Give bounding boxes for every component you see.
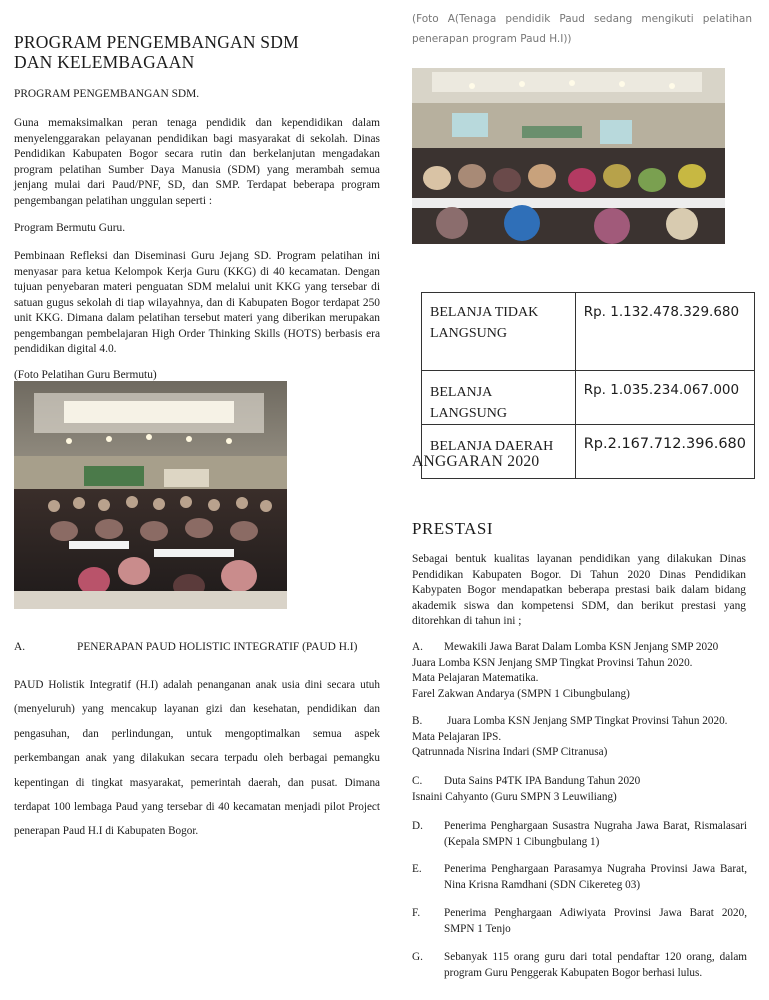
achievement-letter: A.: [412, 641, 423, 653]
achievement-line: Isnaini Cahyanto (Guru SMPN 3 Leuwiliang): [412, 790, 617, 803]
prestasi-heading: PRESTASI: [412, 519, 494, 538]
section-a-letter: A.: [14, 641, 26, 653]
achievement-line: Juara Lomba KSN Jenjang SMP Tingkat Provinsi Tahun 2020.: [447, 715, 728, 727]
achievement-item: [412, 950, 747, 982]
achievement-line: Mata Pelajaran IPS.: [412, 730, 502, 743]
section-a-body: PAUD Holistik Integratif (H.I) adalah penanganan anak usia dini secara utuh (menyeluruh) yang mencakup layanan gizi dan kesehatan, pendidikan dan pengasuhan, dan perlindungan, untuk mengoptimalkan semua aspek perkembangan anak yang dilakukan secara terpadu oleh berbagai pemangku kepentingan di tingkat masyarakat, pemerintah daerah, dan pusat. Dimana terdapat 100 lembaga Paud yang tersebar di 40 kecamatan menjadi pilot Project penerapan Paud H.I di Kabupaten Bogor.: [14, 679, 380, 838]
achievement-text: Sebanyak 115 orang guru dari total pendaftar 120 orang, dalam program Guru Penggerak Kabupaten Bogor berhasi lulus.: [444, 951, 747, 979]
paud-training-photo: [412, 68, 725, 244]
achievement-letter: C.: [412, 775, 423, 787]
achievement-line: Juara Lomba KSN Jenjang SMP Tingkat Provinsi Tahun 2020.: [412, 656, 693, 669]
achievement-line: Mata Pelajaran Matematika.: [412, 672, 539, 684]
page-title: [14, 32, 394, 72]
paud-training-image: [412, 68, 725, 244]
program-description: Pembinaan Refleksi dan Diseminasi Guru Jejang SD. Program pelatihan ini menyasar para ketua Kelompok Kerja Guru (KKG) di 40 kecamatan. Dengan tujuan penyebaran materi penguatan SDM melalui unit KKG yang tersebar di satuan gugus sekolah di tiap wilayahnya, dan di Kabupaten Bogor terdapat 250 unit KKG. Dimana dalam pelatihan tersebut materi yang diberikan merupakan pengembangan pembelajaran High Order Thinking Skills (HOTS) berbasis era pendidikan digital 4.0.: [14, 250, 380, 355]
achievement-item: [412, 774, 752, 806]
program-label: Program Bermutu Guru.: [14, 222, 126, 234]
right-photo-caption: (Foto A(Tenaga pendidik Paud sedang mengikuti pelatihan penerapan program Paud H.I)): [412, 13, 752, 45]
budget-row: [422, 293, 755, 371]
achievement-letter: D.: [412, 820, 423, 832]
left-photo-caption: (Foto Pelatihan Guru Bermutu): [14, 369, 157, 381]
title-line-1: PROGRAM PENGEMBANGAN SDM: [14, 32, 299, 52]
achievement-item: [412, 640, 752, 702]
budget-amount: Rp. 1.035.234.067.000: [575, 371, 754, 425]
achievement-line: Qatrunnada Nisrina Indari (SMP Citranusa): [412, 746, 608, 758]
achievement-item: [412, 906, 747, 938]
training-photo: [14, 381, 287, 609]
achievement-text: Penerima Penghargaan Parasamya Nugraha Provinsi Jawa Barat, Nina Krisna Ramdhani (SDN Cikereteg 03): [444, 863, 747, 891]
budget-label: BELANJA DAERAH: [422, 425, 576, 479]
achievement-letter: E.: [412, 863, 422, 875]
achievement-line: Farel Zakwan Andarya (SMPN 1 Cibungbulang): [412, 687, 630, 700]
achievement-letter: B.: [412, 715, 423, 727]
budget-amount: Rp. 1.132.478.329.680: [575, 293, 754, 371]
section-a-heading: [14, 640, 394, 656]
achievement-item: [412, 819, 747, 851]
subheading: PROGRAM PENGEMBANGAN SDM.: [14, 88, 200, 100]
achievement-letter: F.: [412, 907, 421, 919]
achievement-text: Penerima Penghargaan Susastra Nugraha Jawa Barat, Rismalasari (Kepala SMPN 1 Cibungbulang 1): [444, 820, 747, 848]
title-line-2: DAN KELEMBAGAAN: [14, 52, 195, 72]
budget-label: BELANJA LANGSUNG: [422, 371, 576, 425]
section-a-title: PENERAPAN PAUD HOLISTIC INTEGRATIF (PAUD H.I): [77, 641, 358, 653]
intro-paragraph: Guna memaksimalkan peran tenaga pendidik dan kependidikan dalam menyelenggarakan pelayanan pendidikan bagi masyarakat di sekolah. Dinas Pendidikan Kabupaten Bogor secara rutin dan berkelanjutan mengadakan program pelatihan Sumber Daya Manusia (SDM) yang merambah semua jenjang mulai dari Paud/PNF, SD, dan SMP. Terdapat beberapa program pengembangan pelatihan unggulan seperti :: [14, 117, 380, 207]
achievement-item: [412, 862, 747, 894]
prestasi-intro: Sebagai bentuk kualitas layanan pendidikan yang dilakukan Dinas Pendidikan Kabupaten Bogor. Di Tahun 2020 Dinas Pendidikan Kabypaten Bogor mendapatkan beberapa prestasi baik dalam bidang akademik siswa dan kompetensi SDM, dan berikut prestasi yang ditorehkan di tahun ini ;: [412, 553, 746, 627]
training-hall-image: [14, 381, 287, 609]
budget-label: BELANJA TIDAK LANGSUNG: [422, 293, 576, 371]
achievement-item: [412, 714, 752, 762]
achievement-line: Mewakili Jawa Barat Dalam Lomba KSN Jenjang SMP 2020: [444, 641, 719, 653]
budget-amount: Rp.2.167.712.396.680: [575, 425, 754, 479]
achievement-text: Penerima Penghargaan Adiwiyata Provinsi Jawa Barat 2020, SMPN 1 Tenjo: [444, 907, 747, 935]
achievement-line: Duta Sains P4TK IPA Bandung Tahun 2020: [444, 775, 641, 787]
achievement-letter: G.: [412, 951, 423, 963]
budget-table: [421, 292, 755, 479]
budget-title: ANGGARAN 2020: [412, 453, 540, 470]
budget-row: [422, 371, 755, 425]
